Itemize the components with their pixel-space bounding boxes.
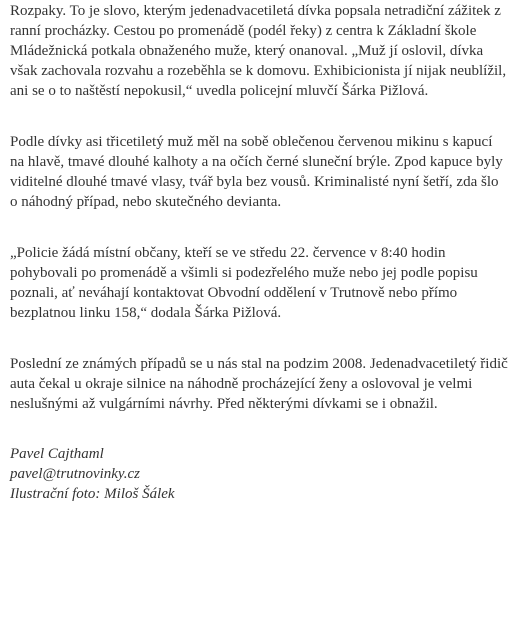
- article-paragraph-2: Podle dívky asi třicetiletý muž měl na sobě oblečenou červenou mikinu s kapucí na hlavě, tmavé dlouhé kalhoty a na očích černé sluneční brýle. Zpod kapuce byly viditelné dlouhé tmavé vlasy, tvář byla bez vousů. Kriminalisté nyní šetří, zda šlo o náhodný případ, nebo skutečného devianta.: [10, 134, 503, 210]
- article-paragraph-3: „Policie žádá místní občany, kteří se ve středu 22. července v 8:40 hodin pohybovali po promenádě a všimli si podezřelého muže nebo jej podle popisu poznali, ať neváhají kontaktovat Obvodní oddělení v Trutnově nebo přímo bezplatnou linku 158,“ dodala Šárka Pižlová.: [10, 245, 478, 321]
- article-paragraph-1: Rozpaky. To je slovo, kterým jedenadvacetiletá dívka popsala netradiční zážitek z ranní procházky. Cestou po promenádě (podél řeky) z centra k Základní škole Mládežnická potkala obnaženého muže, který onanoval. „Muž jí oslovil, dívka však zachovala rozvahu a rozeběhla se k domovu. Exhibicionista jí nijak neublížil, ani se o to naštěstí nepokusil,“ uvedla policejní mluvčí Šárka Pižlová.: [10, 3, 507, 99]
- author-email: pavel@trutnovinky.cz: [10, 466, 141, 482]
- article-body: [10, 1, 508, 504]
- article-paragraph-4: Poslední ze známých případů se u nás stal na podzim 2008. Jedenadvacetiletý řidič auta čekal u okraje silnice na náhodně procházející ženy a oslovoval je velmi neslušnými až vulgárními návrhy. Před některými dívkami se i obnažil.: [10, 356, 508, 412]
- article-signature: [10, 444, 508, 504]
- photo-credit: Ilustrační foto: Miloš Šálek: [10, 486, 175, 502]
- author-name: Pavel Cajthaml: [10, 446, 104, 462]
